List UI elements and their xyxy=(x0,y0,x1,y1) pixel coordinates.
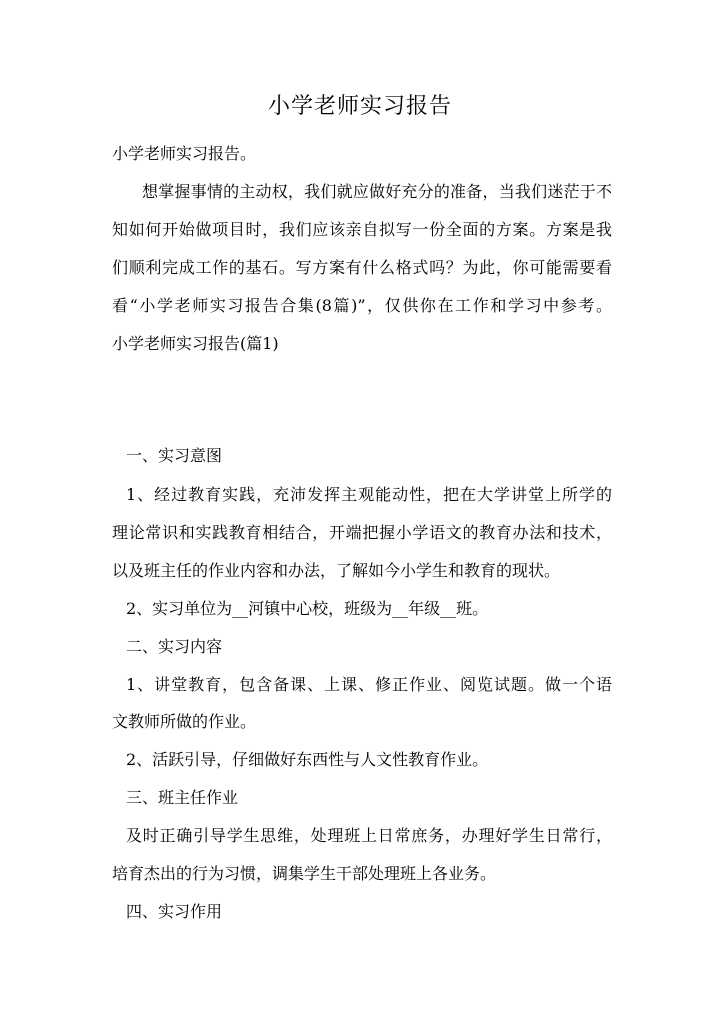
paragraph-line: 1、经过教育实践，充沛发挥主观能动性，把在大学讲堂上所学的 xyxy=(126,485,612,504)
paragraph-line: 2、活跃引导，仔细做好东西性与人文性教育作业。 xyxy=(126,750,489,769)
paragraph-line: 及时正确引导学生思维，处理班上日常庶务，办理好学生日常行， xyxy=(126,826,612,845)
paragraph-line: 培育杰出的行为习惯，调集学生干部处理班上各业务。 xyxy=(112,864,497,883)
paragraph-line: 理论常识和实践教育相结合，开端把握小学语文的教育办法和技术， xyxy=(112,523,612,542)
intro-heading: 小学老师实习报告。 xyxy=(112,144,257,163)
section-heading: 二、实习内容 xyxy=(126,637,223,656)
paragraph-line: 看“小学老师实习报告合集(8篇)”，仅供你在工作和学习中参考。 xyxy=(112,296,612,315)
section-subtitle: 小学老师实习报告(篇1) xyxy=(112,334,279,353)
paragraph-line: 文教师所做的作业。 xyxy=(112,712,257,731)
paragraph-line: 们顺利完成工作的基石。写方案有什么格式吗？为此，你可能需要看 xyxy=(112,258,612,277)
paragraph-line: 知如何开始做项目时，我们应该亲自拟写一份全面的方案。方案是我 xyxy=(112,220,612,239)
section-heading: 一、实习意图 xyxy=(126,446,223,465)
paragraph-line: 2、实习单位为__河镇中心校，班级为__年级__班。 xyxy=(126,599,489,618)
paragraph-line: 想掌握事情的主动权，我们就应做好充分的准备，当我们迷茫于不 xyxy=(142,182,612,201)
section-heading: 四、实习作用 xyxy=(126,902,223,921)
document-title: 小学老师实习报告 xyxy=(267,94,452,119)
paragraph-line: 1、讲堂教育，包含备课、上课、修正作业、阅览试题。做一个语 xyxy=(126,675,612,694)
paragraph-line: 以及班主任的作业内容和办法，了解如今小学生和教育的现状。 xyxy=(112,561,561,580)
section-heading: 三、班主任作业 xyxy=(126,788,239,807)
